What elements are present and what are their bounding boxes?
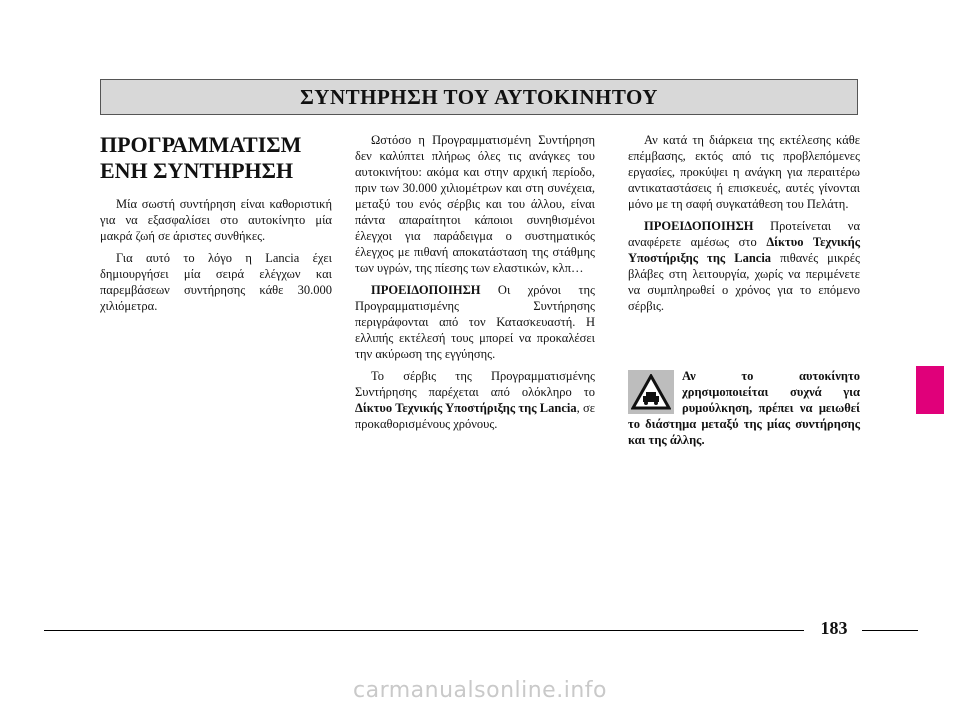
paragraph-text: Προτείνεται να αναφέρετε αμέσως στο — [628, 219, 860, 249]
page-number: 183 — [820, 618, 848, 638]
service-network-name: Δίκτυο Τεχνικής Υποστήριξης της Lancia — [628, 235, 861, 265]
warning-paragraph — [355, 282, 595, 362]
column-3 — [628, 132, 860, 320]
towing-warning — [628, 368, 860, 448]
section-title-line-1: ΠΡΟΓΡΑΜΜΑΤΙΣΜ — [100, 132, 302, 157]
column-2 — [355, 132, 595, 438]
watermark: carmanualsonline.info — [353, 678, 607, 703]
page-header — [100, 79, 858, 115]
section-tab — [916, 366, 944, 414]
paragraph: Αν κατά τη διάρκεια της εκτέλεσης κάθε επέμβασης, εκτός από τις προβλεπόμενες εργασίες, προκύψει η ανάγκη για περαιτέρω αντικαταστάσεις ή επισκευές, αυτές γίνονται μόνο με τη σαφή συγκατάθεση του Πελάτη. — [628, 133, 860, 211]
paragraph: Ωστόσο η Προγραμματισμένη Συντήρηση δεν καλύπτει πλήρως όλες τις ανάγκες του αυτοκινήτου: ακόμα και στην αρχική περίοδο, πριν των 30.000 χιλιομέτρων και στη συνέχεια, μεταξύ του ενός σέρβις και του άλλου, είναι πάντα απαραίτητοι κάποιοι συνηθισμένοι έλεγχοι για παράδειγμα ο συστηματικός έλεγχος με πιθανή αποκατάσταση της στάθμης των υγρών, της πίεσης των ελαστικών, κλπ… — [355, 133, 595, 275]
paragraph: Για αυτό το λόγο η Lancia έχει δημιουργήσει μία σειρά ελέγχων και παρεμβάσεων συντήρησης κάθε 30.000 χιλιόμετρα. — [100, 251, 332, 313]
warning-triangle-car-icon — [628, 370, 674, 414]
paragraph-text: πιθανές μικρές βλάβες στη λειτουργία, χωρίς να περιμένετε να συμπληρωθεί ο χρόνος για το επόμενο σέρβις. — [628, 251, 860, 313]
header-title: ΣΥΝΤΗΡΗΣΗ ΤΟΥ ΑΥΤΟΚΙΝΗΤΟΥ — [300, 84, 658, 109]
service-network-name: Δίκτυο Τεχνικής Υποστήριξης της Lancia — [355, 401, 577, 415]
warning-keyword: ΠΡΟΕΙΔΟΠΟΙΗΣΗ — [644, 219, 754, 233]
warning-text: Οι χρόνοι της Προγραμματισμένης Συντήρησης περιγράφονται από τον Κατασκευαστή. Η ελλιπής εκτέλεσή τους μπορεί να προκαλέσει την ακύρωση της εγγύησης. — [355, 283, 595, 361]
footer-rule — [44, 630, 804, 631]
section-title-line-2: ΕΝΗ ΣΥΝΤΗΡΗΣΗ — [100, 158, 294, 183]
warning-paragraph — [628, 218, 860, 314]
paragraph-text: , σε προκαθορισμένους χρόνους. — [355, 401, 595, 431]
paragraph: Μία σωστή συντήρηση είναι καθοριστική για να εξασφαλίσει στο αυτοκίνητο μία μακρά ζωή σε άριστες συνθήκες. — [100, 197, 332, 243]
footer-rule — [862, 630, 918, 631]
paragraph — [355, 368, 595, 432]
warning-text: Αν το αυτοκίνητο χρησιμοποιείται συχνά για ρυμούλκηση, πρέπει να μειωθεί το διάστημα μεταξύ της μίας συντήρησης και της άλλης. — [628, 369, 860, 447]
paragraph-text: Το σέρβις της Προγραμματισμένης Συντήρησης παρέχεται από ολόκληρο το — [355, 369, 595, 399]
section-title — [100, 132, 332, 184]
warning-keyword: ΠΡΟΕΙΔΟΠΟΙΗΣΗ — [371, 283, 481, 297]
column-1 — [100, 132, 332, 320]
